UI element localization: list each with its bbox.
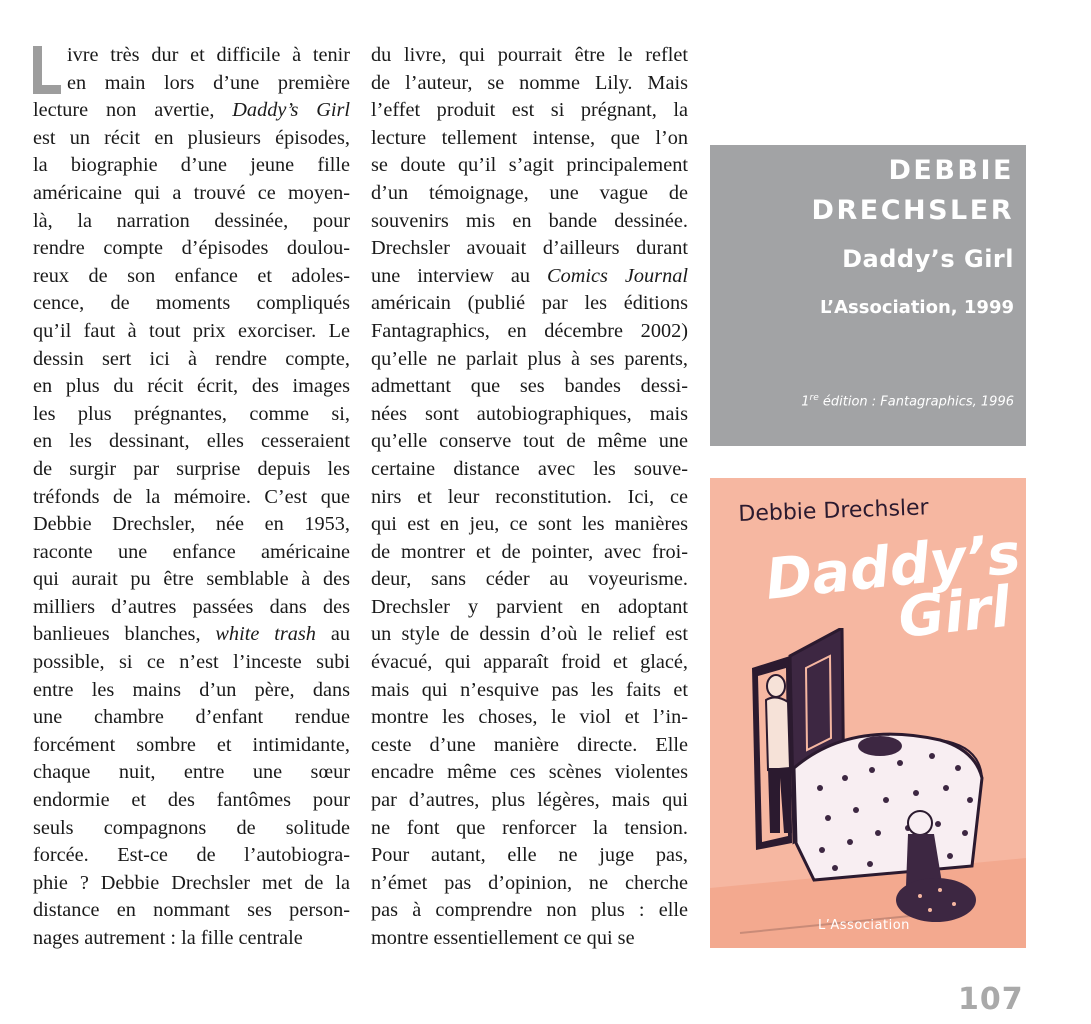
text-line: dessin sert ici à rendre compte, xyxy=(33,347,350,370)
text-line: ceste d’une manière directe. Elle xyxy=(371,733,688,756)
text-line: les plus prégnantes, comme si, xyxy=(33,402,350,425)
text-line: Debbie Drechsler, née en 1953, xyxy=(33,513,350,536)
text-line: une chambre d’enfant rendue xyxy=(33,706,350,729)
text-line: ivre très dur et difficile à tenir xyxy=(67,44,350,66)
text-line: ne font que renforcer la tension. xyxy=(371,816,688,839)
drop-cap-letter-l xyxy=(33,46,61,94)
text-line: là, la narration dessinée, pour xyxy=(33,209,350,232)
text-line: mais qui n’esquive pas les faits et xyxy=(371,678,688,701)
text-line: montre essentiellement ce qui se xyxy=(371,927,635,949)
text-line: la biographie d’une jeune fille xyxy=(33,154,350,177)
text-line: lecture tellement intense, que l’on xyxy=(371,126,688,149)
text-line: Drechsler avouait d’ailleurs durant xyxy=(371,237,688,260)
text-line: évacué, qui apparaît froid et glacé, xyxy=(371,651,688,674)
text-line: phie ? Debbie Drechsler met de la xyxy=(33,871,350,894)
text-line: qu’elle ne parlait plus à ses parents, xyxy=(371,347,688,370)
text-line: de montrer et de pointer, avec froi- xyxy=(371,540,688,563)
text-line: entre les mains d’un père, dans xyxy=(33,678,350,701)
text-line: nages autrement : la fille centrale xyxy=(33,927,303,949)
text-line: Fantagraphics, en décembre 2002) xyxy=(371,319,688,342)
cover-title: Daddy’s Girl xyxy=(762,521,1024,652)
text-line: se doute qu’il s’agit principalement xyxy=(371,154,688,177)
cover-illustration xyxy=(710,628,1026,948)
article-column-2 xyxy=(371,42,688,953)
book-publisher: L’Association, 1999 xyxy=(819,297,1014,318)
text-line: qu’il faut à tout prix exorciser. Le xyxy=(33,319,350,342)
text-line: en main lors d’une première xyxy=(67,71,350,94)
text-line: reux de son enfance et adoles- xyxy=(33,264,350,287)
text-line: distance en nommant ses person- xyxy=(33,899,350,922)
text-line: chaque nuit, entre une sœur xyxy=(33,761,350,784)
text-line: l’effet produit est si prégnant, la xyxy=(371,99,688,122)
text-line: qu’elle conserve tout de même une xyxy=(371,430,688,453)
text-line: Drechsler y parvient en adoptant xyxy=(371,595,688,618)
book-author: DEBBIE DRECHSLER xyxy=(811,155,1014,226)
text-line: en les dessinant, elles cesseraient xyxy=(33,430,350,453)
cover-author: Debbie Drechsler xyxy=(738,495,930,527)
book-cover-image xyxy=(710,478,1026,948)
text-line: américaine qui a trouvé ce moyen- xyxy=(33,181,350,204)
text-line: rendre compte d’épisodes doulou- xyxy=(33,237,350,260)
text-line: forcée. Est-ce de l’autobiogra- xyxy=(33,844,350,867)
text-line: cence, de moments compliqués xyxy=(33,292,350,315)
text-line: en plus du récit écrit, des images xyxy=(33,375,350,398)
text-line: banlieues blanches, white trash au xyxy=(33,623,350,646)
text-line: possible, si ce n’est l’inceste subi xyxy=(33,651,350,674)
page-number: 107 xyxy=(958,982,1024,1017)
text-line: est un récit en plusieurs épisodes, xyxy=(33,126,350,149)
cover-publisher: L’Association xyxy=(818,918,910,933)
text-line: pas à comprendre non plus : elle xyxy=(371,899,688,922)
text-line: raconte une enfance américaine xyxy=(33,540,350,563)
text-line: nées sont autobiographiques, mais xyxy=(371,402,688,425)
text-line: qui est en jeu, ce sont les manières xyxy=(371,513,688,536)
text-line: de surgir par surprise depuis les xyxy=(33,457,350,480)
text-line: seuls compagnons de solitude xyxy=(33,816,350,839)
column-1-lines xyxy=(33,42,350,953)
text-line: par d’autres, plus légères, mais qui xyxy=(371,789,688,812)
column-2-lines xyxy=(371,42,688,953)
text-line: un style de dessin d’où le relief est xyxy=(371,623,688,646)
text-line: deur, sans céder au voyeurisme. xyxy=(371,568,688,591)
text-line: endormie et des fantômes pour xyxy=(33,789,350,812)
text-line: milliers d’autres passées dans des xyxy=(33,595,350,618)
text-line: nirs et leur reconstitution. Ici, ce xyxy=(371,485,688,508)
text-line: d’un témoignage, une vague de xyxy=(371,181,688,204)
article-column-1 xyxy=(33,42,350,953)
first-edition-note: 1re édition : Fantagraphics, 1996 xyxy=(801,393,1014,410)
text-line: américain (publié par les éditions xyxy=(371,292,688,315)
book-title: Daddy’s Girl xyxy=(842,245,1014,273)
text-line: forcément sombre et intimidante, xyxy=(33,733,350,756)
text-line: n’émet pas d’opinion, ne cherche xyxy=(371,871,688,894)
text-line: lecture non avertie, Daddy’s Girl xyxy=(33,99,350,122)
text-line: de l’auteur, se nomme Lily. Mais xyxy=(371,71,688,94)
text-line: Pour autant, elle ne juge pas, xyxy=(371,844,688,867)
text-line: du livre, qui pourrait être le reflet xyxy=(371,44,688,66)
text-line: admettant que ses bandes dessi- xyxy=(371,375,688,398)
text-line: qui aurait pu être semblable à des xyxy=(33,568,350,591)
text-line: souvenirs mis en bande dessinée. xyxy=(371,209,688,232)
text-line: montre les choses, le viol et l’in- xyxy=(371,706,688,729)
text-line: une interview au Comics Journal xyxy=(371,264,688,287)
text-line: tréfonds de la mémoire. C’est que xyxy=(33,485,350,508)
text-line: certaine distance avec les souve- xyxy=(371,457,688,480)
text-line: encadre même ces scènes violentes xyxy=(371,761,688,784)
book-info-box xyxy=(710,145,1026,446)
